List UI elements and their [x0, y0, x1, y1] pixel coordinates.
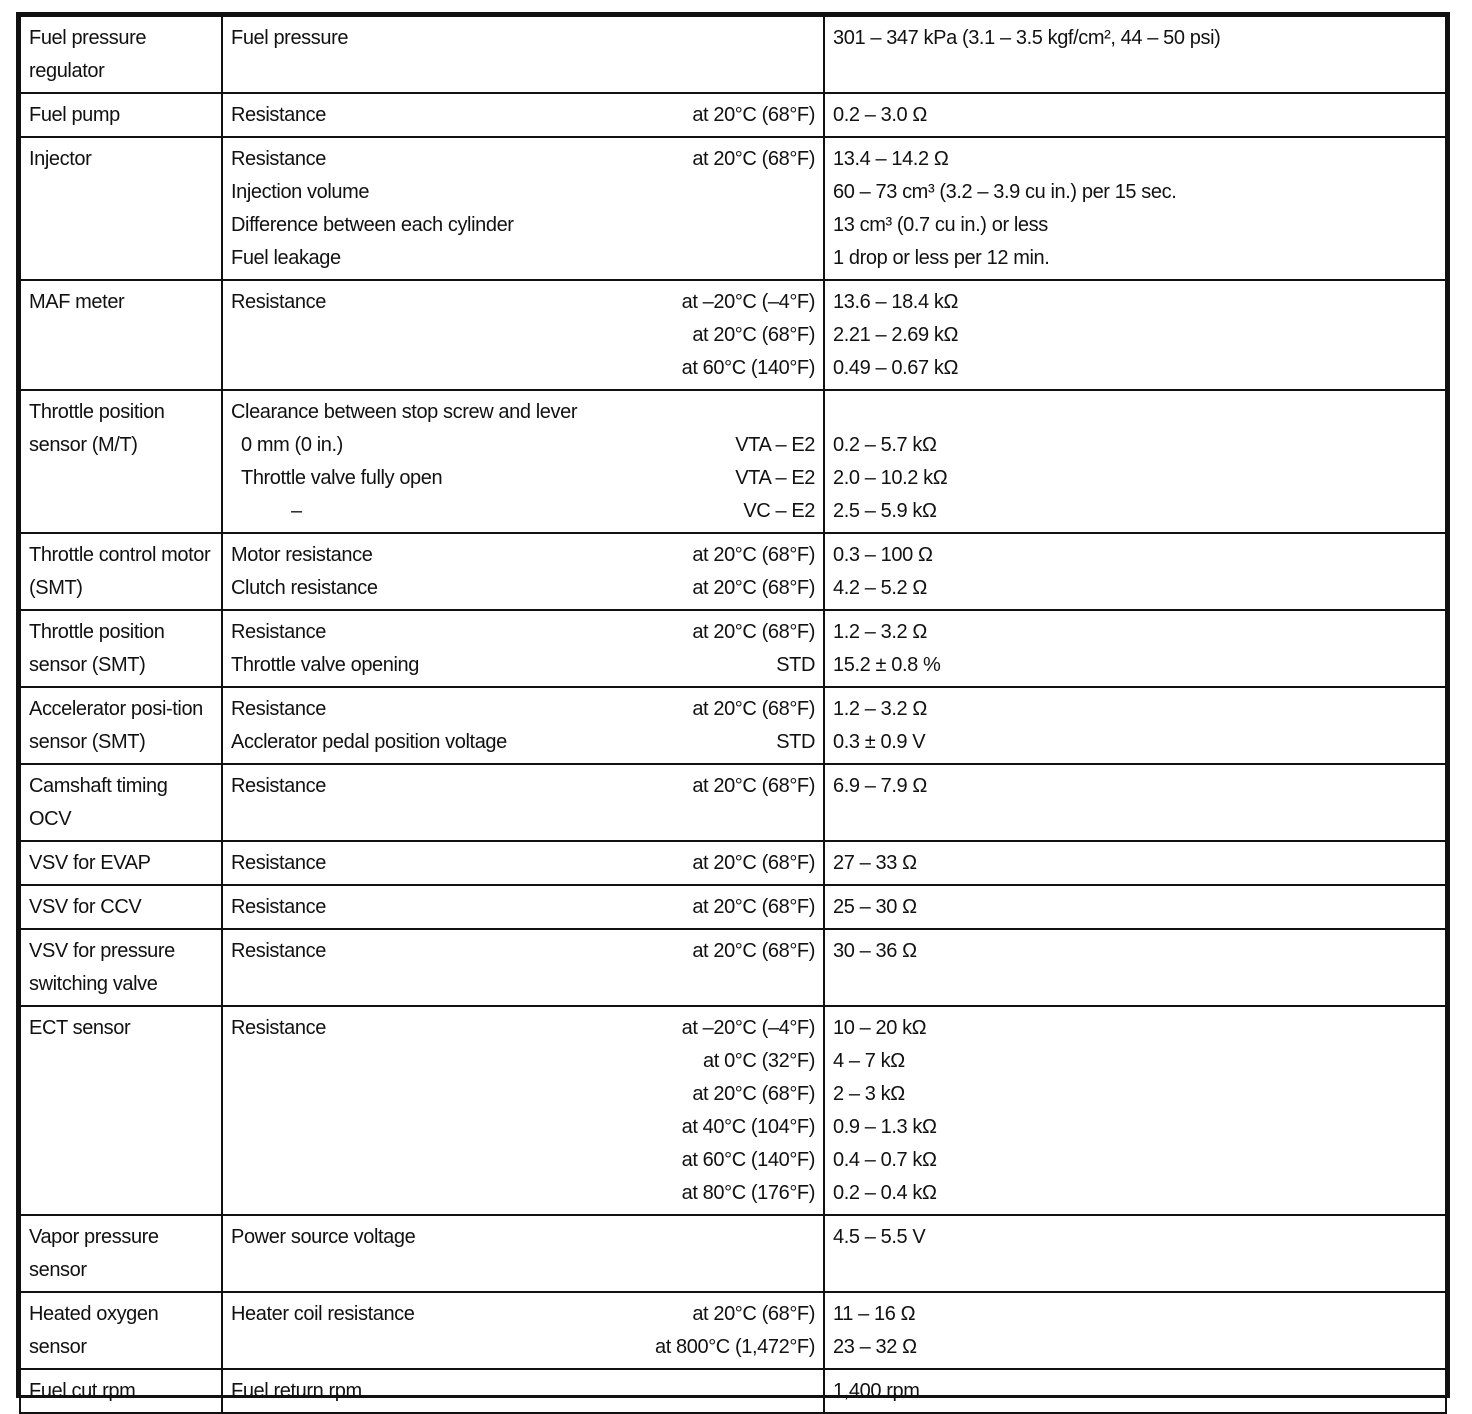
- spec-value: 6.9 – 7.9 Ω: [833, 775, 927, 797]
- item-cell: [222, 93, 824, 137]
- item-line: [231, 1375, 815, 1408]
- spec-cell: [824, 280, 1446, 390]
- spec-value: 2.5 – 5.9 kΩ: [833, 500, 937, 522]
- component-cell: Injector: [20, 137, 222, 280]
- item-line: [231, 22, 815, 55]
- item-line: [231, 891, 815, 924]
- spec-cell: [824, 687, 1446, 764]
- component-cell: ECT sensor: [20, 1006, 222, 1215]
- item-line: [231, 429, 815, 462]
- item-line: [231, 539, 815, 572]
- item-line: [231, 1144, 815, 1177]
- item-label: 0 mm (0 in.): [241, 434, 343, 456]
- item-line: [231, 143, 815, 176]
- spec-value: 0.49 – 0.67 kΩ: [833, 357, 958, 379]
- item-cell: [222, 1215, 824, 1292]
- table-row: [20, 610, 1446, 687]
- item-line: [231, 1045, 815, 1078]
- spec-cell: [824, 929, 1446, 1006]
- item-label: Resistance: [231, 148, 326, 170]
- item-line: [231, 1221, 815, 1254]
- component-cell: Fuel pump: [20, 93, 222, 137]
- component-cell: VSV for pressure switching valve: [20, 929, 222, 1006]
- spec-value: 27 – 33 Ω: [833, 852, 917, 874]
- item-cell: [222, 764, 824, 841]
- condition-label: at 40°C (104°F): [681, 1116, 815, 1138]
- item-line: [231, 1331, 815, 1364]
- spec-table: [19, 15, 1447, 1414]
- spec-value: 4.2 – 5.2 Ω: [833, 577, 927, 599]
- condition-label: at 20°C (68°F): [692, 544, 815, 566]
- item-line: [231, 99, 815, 132]
- item-label: Resistance: [231, 698, 326, 720]
- item-label: Acclerator pedal position voltage: [231, 731, 507, 753]
- spec-value: 0.4 – 0.7 kΩ: [833, 1149, 937, 1171]
- spec-value: 11 – 16 Ω: [833, 1303, 916, 1325]
- condition-label: at 20°C (68°F): [692, 1083, 815, 1105]
- item-label: Fuel leakage: [231, 247, 341, 269]
- condition-label: at 60°C (140°F): [681, 1149, 815, 1171]
- spec-cell: [824, 610, 1446, 687]
- spec-value: 13.4 – 14.2 Ω: [833, 148, 949, 170]
- component-cell: VSV for CCV: [20, 885, 222, 929]
- spec-cell: [824, 764, 1446, 841]
- spec-value: 23 – 32 Ω: [833, 1336, 917, 1358]
- component-cell: Throttle position sensor (M/T): [20, 390, 222, 533]
- spec-value: 13 cm³ (0.7 cu in.) or less: [833, 214, 1048, 236]
- item-line: [231, 1012, 815, 1045]
- spec-value: 1.2 – 3.2 Ω: [833, 621, 927, 643]
- item-line: [231, 242, 815, 275]
- item-line: [231, 847, 815, 880]
- condition-label: at 20°C (68°F): [692, 148, 815, 170]
- item-label: Motor resistance: [231, 544, 373, 566]
- item-label: Resistance: [231, 291, 326, 313]
- item-label: Clearance between stop screw and lever: [231, 401, 578, 423]
- spec-value: 13.6 – 18.4 kΩ: [833, 291, 958, 313]
- spec-cell: [824, 533, 1446, 610]
- spec-value: 4 – 7 kΩ: [833, 1050, 905, 1072]
- item-label: Throttle valve fully open: [241, 467, 443, 489]
- spec-value: 0.2 – 3.0 Ω: [833, 104, 927, 126]
- item-line: [231, 935, 815, 968]
- component-cell: Camshaft timing OCV: [20, 764, 222, 841]
- item-line: [231, 770, 815, 803]
- condition-label: at 80°C (176°F): [681, 1182, 815, 1204]
- spec-value: 4.5 – 5.5 V: [833, 1226, 926, 1248]
- item-line: [231, 693, 815, 726]
- item-line: [231, 616, 815, 649]
- condition-label: at 20°C (68°F): [692, 577, 815, 599]
- table-row: [20, 137, 1446, 280]
- table-row: [20, 885, 1446, 929]
- item-line: [231, 352, 815, 385]
- spec-value: 0.3 – 100 Ω: [833, 544, 933, 566]
- item-cell: [222, 280, 824, 390]
- item-label: Difference between each cylinder: [231, 214, 514, 236]
- spec-value: 25 – 30 Ω: [833, 896, 917, 918]
- spec-value: 30 – 36 Ω: [833, 940, 917, 962]
- item-label: Fuel return rpm: [231, 1380, 362, 1402]
- item-cell: [222, 1006, 824, 1215]
- table-row: [20, 1215, 1446, 1292]
- item-cell: [222, 137, 824, 280]
- table-row: [20, 841, 1446, 885]
- condition-label: at 20°C (68°F): [692, 324, 815, 346]
- item-cell: [222, 533, 824, 610]
- condition-label: at 20°C (68°F): [692, 940, 815, 962]
- condition-label: VTA – E2: [735, 467, 815, 489]
- spec-value: 1.2 – 3.2 Ω: [833, 698, 927, 720]
- spec-value: 1,400 rpm: [833, 1380, 920, 1402]
- item-cell: [222, 610, 824, 687]
- item-line: [231, 1078, 815, 1111]
- condition-label: at 800°C (1,472°F): [655, 1336, 815, 1358]
- item-label: Resistance: [231, 852, 326, 874]
- condition-label: at –20°C (–4°F): [681, 1017, 815, 1039]
- item-cell: [222, 16, 824, 93]
- condition-label: at 0°C (32°F): [703, 1050, 815, 1072]
- component-cell: Fuel cut rpm: [20, 1369, 222, 1413]
- item-label: Resistance: [231, 896, 326, 918]
- condition-label: at 20°C (68°F): [692, 775, 815, 797]
- table-row: [20, 1006, 1446, 1215]
- spec-cell: [824, 390, 1446, 533]
- spec-cell: [824, 16, 1446, 93]
- spec-cell: [824, 1369, 1446, 1413]
- spec-value: 0.3 ± 0.9 V: [833, 731, 926, 753]
- item-cell: [222, 1292, 824, 1369]
- table-row: [20, 533, 1446, 610]
- condition-label: VTA – E2: [735, 434, 815, 456]
- item-label: Heater coil resistance: [231, 1303, 415, 1325]
- component-cell: Throttle control motor (SMT): [20, 533, 222, 610]
- item-line: [231, 572, 815, 605]
- condition-label: VC – E2: [743, 500, 815, 522]
- table-row: [20, 390, 1446, 533]
- condition-label: at 20°C (68°F): [692, 852, 815, 874]
- item-line: [231, 176, 815, 209]
- item-cell: [222, 390, 824, 533]
- spec-cell: [824, 885, 1446, 929]
- item-label: Resistance: [231, 104, 326, 126]
- component-cell: Vapor pressure sensor: [20, 1215, 222, 1292]
- item-line: [231, 209, 815, 242]
- spec-cell: [824, 841, 1446, 885]
- spec-value: 0.9 – 1.3 kΩ: [833, 1116, 937, 1138]
- condition-label: at 20°C (68°F): [692, 698, 815, 720]
- item-cell: [222, 1369, 824, 1413]
- item-cell: [222, 841, 824, 885]
- item-line: [231, 286, 815, 319]
- item-label: Resistance: [231, 775, 326, 797]
- table-row: [20, 929, 1446, 1006]
- spec-table-body: [20, 16, 1446, 1413]
- condition-label: STD: [776, 654, 815, 676]
- spec-cell: [824, 1006, 1446, 1215]
- spec-value: 1 drop or less per 12 min.: [833, 247, 1050, 269]
- item-line: [231, 462, 815, 495]
- spec-cell: [824, 93, 1446, 137]
- item-label: Resistance: [231, 940, 326, 962]
- item-line: [231, 396, 815, 429]
- item-label: Throttle valve opening: [231, 654, 419, 676]
- item-label: Fuel pressure: [231, 27, 349, 49]
- spec-value: 15.2 ± 0.8 %: [833, 654, 941, 676]
- condition-label: at 20°C (68°F): [692, 621, 815, 643]
- component-cell: Accelerator posi-tion sensor (SMT): [20, 687, 222, 764]
- table-row: [20, 280, 1446, 390]
- spec-cell: [824, 1215, 1446, 1292]
- item-label: –: [291, 500, 302, 522]
- item-label: Power source voltage: [231, 1226, 416, 1248]
- item-line: [231, 1111, 815, 1144]
- item-cell: [222, 929, 824, 1006]
- table-row: [20, 687, 1446, 764]
- item-label: Resistance: [231, 1017, 326, 1039]
- component-cell: VSV for EVAP: [20, 841, 222, 885]
- component-cell: Heated oxygen sensor: [20, 1292, 222, 1369]
- spec-value: 0.2 – 5.7 kΩ: [833, 434, 937, 456]
- spec-value: 2 – 3 kΩ: [833, 1083, 905, 1105]
- table-row: [20, 93, 1446, 137]
- table-row: [20, 1369, 1446, 1413]
- item-line: [231, 649, 815, 682]
- item-cell: [222, 885, 824, 929]
- item-cell: [222, 687, 824, 764]
- condition-label: at 60°C (140°F): [681, 357, 815, 379]
- item-line: [231, 1177, 815, 1210]
- condition-label: at 20°C (68°F): [692, 1303, 815, 1325]
- table-row: [20, 764, 1446, 841]
- spec-value: 2.21 – 2.69 kΩ: [833, 324, 958, 346]
- spec-value: 10 – 20 kΩ: [833, 1017, 927, 1039]
- spec-value: 60 – 73 cm³ (3.2 – 3.9 cu in.) per 15 sec.: [833, 181, 1177, 203]
- spec-value: [833, 396, 1437, 429]
- table-row: [20, 1292, 1446, 1369]
- condition-label: at 20°C (68°F): [692, 104, 815, 126]
- item-label: Injection volume: [231, 181, 370, 203]
- component-cell: MAF meter: [20, 280, 222, 390]
- condition-label: at 20°C (68°F): [692, 896, 815, 918]
- item-label: Clutch resistance: [231, 577, 378, 599]
- spec-cell: [824, 1292, 1446, 1369]
- item-line: [231, 495, 815, 528]
- item-line: [231, 1298, 815, 1331]
- spec-value: 2.0 – 10.2 kΩ: [833, 467, 948, 489]
- spec-value: 301 – 347 kPa (3.1 – 3.5 kgf/cm², 44 – 50 psi): [833, 27, 1221, 49]
- condition-label: STD: [776, 731, 815, 753]
- component-cell: Throttle position sensor (SMT): [20, 610, 222, 687]
- item-line: [231, 319, 815, 352]
- condition-label: at –20°C (–4°F): [681, 291, 815, 313]
- spec-sheet: [16, 12, 1450, 1402]
- item-label: Resistance: [231, 621, 326, 643]
- component-cell: Fuel pressure regulator: [20, 16, 222, 93]
- spec-cell: [824, 137, 1446, 280]
- item-line: [231, 726, 815, 759]
- spec-value: 0.2 – 0.4 kΩ: [833, 1182, 937, 1204]
- table-row: [20, 16, 1446, 93]
